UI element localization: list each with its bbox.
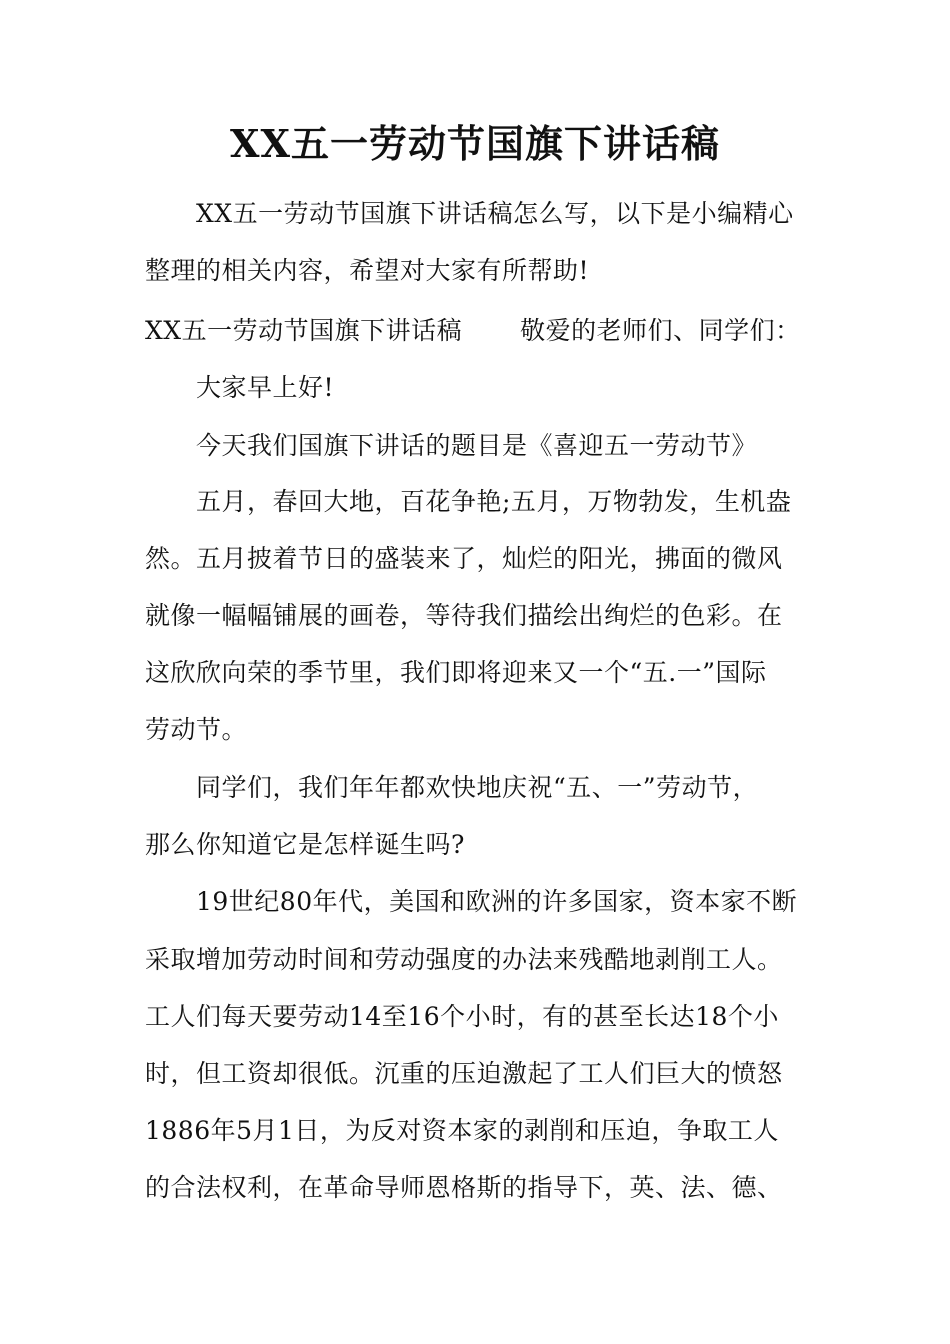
paragraph-line: 工人们每天要劳动14至16个小时，有的甚至长达18个小 xyxy=(145,1002,779,1031)
paragraph-line: 19世纪80年代，美国和欧洲的许多国家，资本家不断 xyxy=(196,887,798,916)
paragraph-line: XX五一劳动节国旗下讲话稿怎么写，以下是小编精心 xyxy=(196,199,794,228)
paragraph-line: 1886年5月1日，为反对资本家的剥削和压迫，争取工人 xyxy=(145,1116,779,1145)
paragraph-line: 五月，春回大地，百花争艳;五月，万物勃发，生机盎 xyxy=(196,487,792,516)
paragraph-line: 今天我们国旗下讲话的题目是《喜迎五一劳动节》 xyxy=(196,431,758,460)
paragraph-line: 采取增加劳动时间和劳动强度的办法来残酷地剥削工人。 xyxy=(145,945,783,974)
paragraph-line: 然。五月披着节日的盛装来了，灿烂的阳光，拂面的微风 xyxy=(145,544,783,573)
paragraph-line: 的合法权利，在革命导师恩格斯的指导下，英、法、德、 xyxy=(145,1173,783,1202)
paragraph-line: 整理的相关内容，希望对大家有所帮助! xyxy=(145,256,590,285)
heading-greeting-line xyxy=(145,313,801,349)
paragraph-line: 大家早上好! xyxy=(196,373,335,402)
paragraph-line: 同学们，我们年年都欢快地庆祝“五、一”劳动节， xyxy=(196,773,759,802)
paragraph-line: 时，但工资却很低。沉重的压迫激起了工人们巨大的愤怒 xyxy=(145,1059,783,1088)
speech-greeting: 敬爱的老师们、同学们： xyxy=(520,316,801,345)
speech-heading: XX五一劳动节国旗下讲话稿 xyxy=(145,316,463,345)
paragraph-line: 这欣欣向荣的季节里，我们即将迎来又一个“五.一”国际 xyxy=(145,658,767,687)
paragraph-line: 那么你知道它是怎样诞生吗? xyxy=(145,830,465,859)
document-title: XX五一劳动节国旗下讲话稿 xyxy=(230,121,720,166)
paragraph-line: 就像一幅幅铺展的画卷，等待我们描绘出绚烂的色彩。在 xyxy=(145,601,783,630)
paragraph-line: 劳动节。 xyxy=(145,715,248,744)
